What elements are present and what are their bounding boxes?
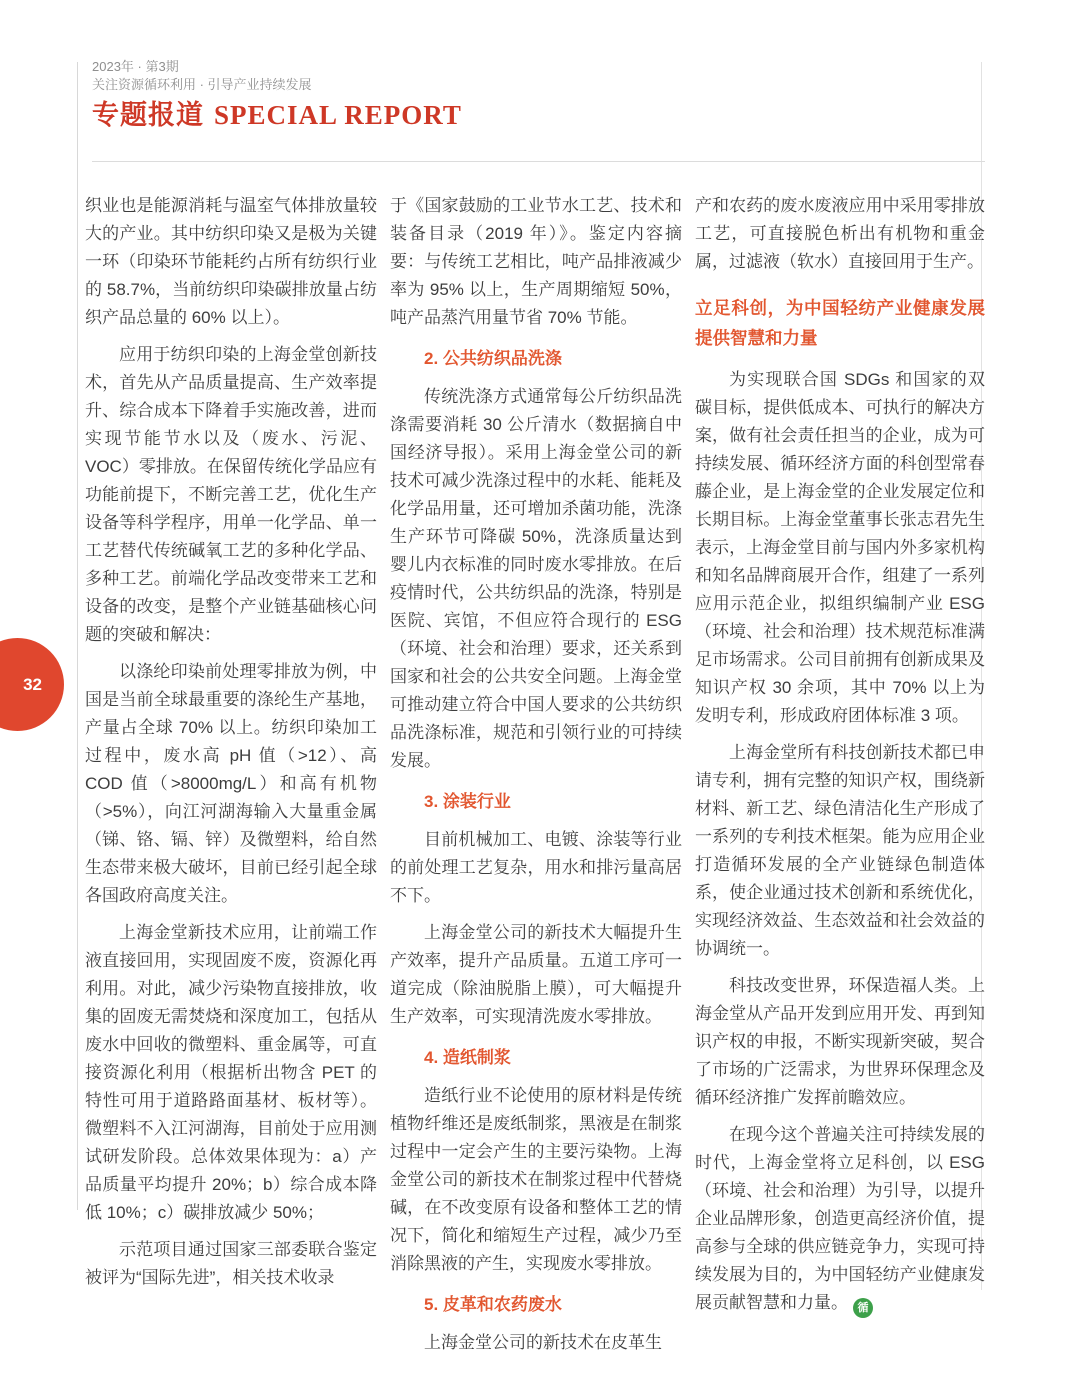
- paragraph: 目前机械加工、电镀、涂装等行业的前处理工艺复杂，用水和排污量高居不下。: [390, 830, 682, 905]
- article-column-1: [85, 192, 377, 1301]
- left-margin-rule: [77, 62, 78, 1210]
- page-number-badge: [0, 638, 64, 731]
- numbered-section-heading: 5. 皮革和农药废水: [424, 1295, 562, 1314]
- paragraph: 上海金堂公司的新技术大幅提升生产效率，提升产品质量。五道工序可一道完成（除油脱脂上膜），可大幅提升生产效率，可实现清洗废水零排放。: [390, 923, 682, 1026]
- paragraph: 在现今这个普遍关注可持续发展的时代，上海金堂将立足科创，以 ESG（环境、社会和治理）为引导，以提升企业品牌形象，创造更高经济价值，提高参与全球的供应链竞争力，实现可持续发展为目的，为中国轻纺产业健康发展贡献智慧和力量。 循: [695, 1121, 985, 1318]
- article-column-3: [695, 192, 985, 1327]
- paragraph: 为实现联合国 SDGs 和国家的双碳目标，提供低成本、可执行的解决方案，做有社会责任担当的企业，成为可持续发展、循环经济方面的科创型常春藤企业，是上海金堂的企业发展定位和长期目标。上海金堂董事长张志君先生表示，上海金堂目前与国内外多家机构和知名品牌商展开合作，组建了一系列应用示范企业，拟组织编制产业 ESG（环境、社会和治理）技术规范标准满足市场需求。公司目前拥有创新成果及知识产权 30 余项，其中 70% 以上为发明专利，形成政府团体标准 3 项。: [695, 370, 985, 725]
- page-title-en: SPECIAL REPORT: [214, 100, 462, 130]
- page-header: [92, 58, 312, 94]
- paragraph: 上海金堂所有科技创新技术都已申请专利，拥有完整的知识产权，围绕新材料、新工艺、绿色清洁化生产形成了一系列的专利技术框架。能为应用企业打造循环发展的全产业链绿色制造体系，使企业通过技术创新和系统优化，实现经济效益、生态效益和社会效益的协调统一。: [695, 743, 985, 958]
- paragraph: 造纸行业不论使用的原材料是传统植物纤维还是废纸制浆，黑液是在制浆过程中一定会产生的主要污染物。上海金堂公司的新技术在制浆过程中代替烧碱，在不改变原有设备和整体工艺的情况下，简化和缩短生产过程，减少乃至消除黑液的产生，实现废水零排放。: [390, 1086, 682, 1273]
- page-title-cn: 专题报道: [92, 100, 204, 130]
- page-number: 32: [23, 674, 42, 694]
- header-tagline: 关注资源循环利用 · 引导产业持续发展: [92, 77, 312, 92]
- paragraph: 传统洗涤方式通常每公斤纺织品洗涤需要消耗 30 公斤清水（数据摘自中国经济导报）。采用上海金堂公司的新技术可减少洗涤过程中的水耗、能耗及化学品用量，还可增加杀菌功能，洗涤生产环节可降碳 50%，洗涤质量达到婴儿内衣标准的同时废水零排放。在后疫情时代，公共纺织品的洗涤，特别是医院、宾馆，不但应符合现行的 ESG（环境、社会和治理）要求，还关系到国家和社会的公共安全问题。上海金堂可推动建立符合中国人要求的公共纺织品洗涤标准，规范和引领行业的可持续发展。: [390, 387, 682, 770]
- article-column-2: [390, 192, 682, 1366]
- paragraph: 产和农药的废水废液应用中采用零排放工艺，可直接脱色析出有机物和重金属，过滤液（软水）直接回用于生产。: [695, 196, 985, 271]
- page-title: [92, 93, 462, 132]
- numbered-section-heading: 2. 公共纺织品洗涤: [424, 349, 562, 368]
- paragraph: 上海金堂新技术应用，让前端工作液直接回用，实现固废不废，资源化再利用。对此，减少污染物直接排放，收集的固废无需焚烧和深度加工，包括从废水中回收的微塑料、重金属等，可直接资源化利用（根据析出物含 PET 的特性可用于道路路面基材、板材等）。微塑料不入江河湖海，目前处于应用测试研发阶段。总体效果体现为：a）产品质量平均提升 20%；b）综合成本降低 10%；c）碳排放减少 50%；: [85, 923, 377, 1222]
- title-divider: [92, 161, 985, 162]
- paragraph: 上海金堂公司的新技术在皮革生: [424, 1333, 662, 1352]
- paragraph: 于《国家鼓励的工业节水工艺、技术和装备目录（2019 年）》。鉴定内容摘要：与传统工艺相比，吨产品排液减少率为 95% 以上，生产周期缩短 50%，吨产品蒸汽用量节省 70% 节能。: [390, 196, 682, 327]
- paragraph: 以涤纶印染前处理零排放为例，中国是当前全球最重要的涤纶生产基地，产量占全球 70% 以上。纺织印染加工过程中，废水高 pH 值（>12）、高 COD 值（>8000mg/L）和高有机物（>5%），向江河湖海输入大量重金属（锑、铬、镉、锌）及微塑料，给自然生态带来极大破坏，目前已经引起全球各国政府高度关注。: [85, 662, 377, 905]
- issue-line: 2023年 · 第3期: [92, 59, 179, 74]
- numbered-section-heading: 3. 涂装行业: [424, 792, 511, 811]
- section-heading: 立足科创，为中国轻纺产业健康发展提供智慧和力量: [695, 298, 985, 348]
- paragraph: 示范项目通过国家三部委联合鉴定被评为“国际先进”，相关技术收录: [85, 1240, 377, 1287]
- numbered-section-heading: 4. 造纸制浆: [424, 1048, 511, 1067]
- article-end-icon: 循: [853, 1298, 873, 1318]
- paragraph: 科技改变世界，环保造福人类。上海金堂从产品开发到应用开发、再到知识产权的申报，不断实现新突破，契合了市场的广泛需求，为世界环保理念及循环经济推广发挥前瞻效应。: [695, 976, 985, 1107]
- paragraph: 应用于纺织印染的上海金堂创新技术，首先从产品质量提高、生产效率提升、综合成本下降着手实施改善，进而实现节能节水以及（废水、污泥、VOC）零排放。在保留传统化学品应有功能前提下，不断完善工艺，优化生产设备等科学程序，用单一化学品、单一工艺替代传统碱氧工艺的多种化学品、多种工艺。前端化学品改变带来工艺和设备的改变，是整个产业链基础核心问题的突破和解决：: [85, 345, 377, 644]
- paragraph: 织业也是能源消耗与温室气体排放量较大的产业。其中纺织印染又是极为关键一环（印染环节能耗约占所有纺织行业的 58.7%，当前纺织印染碳排放量占纺织产品总量的 60% 以上）。: [85, 196, 377, 327]
